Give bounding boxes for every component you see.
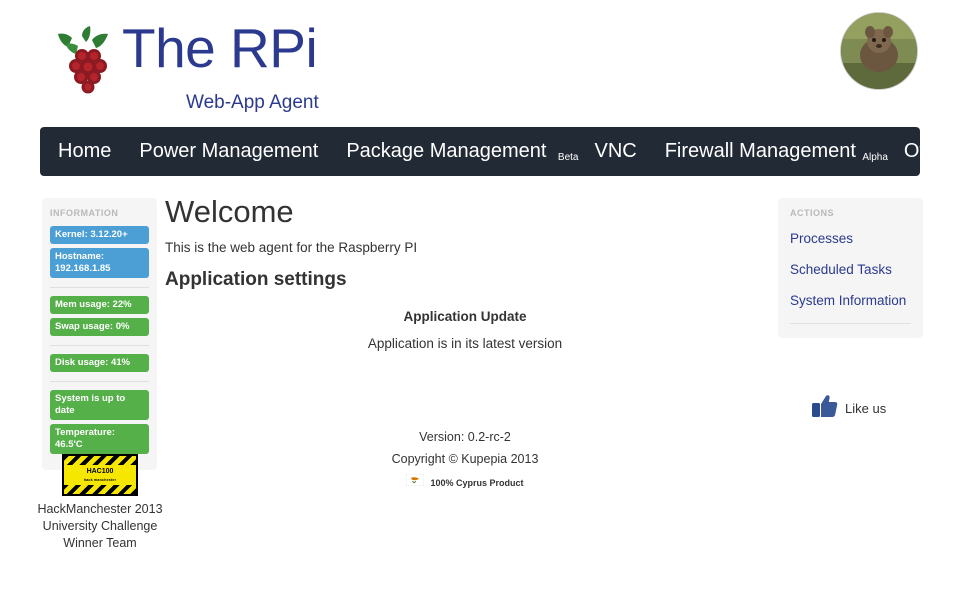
main-navigation (40, 127, 954, 176)
avatar[interactable] (840, 12, 918, 90)
action-link-scheduled-tasks[interactable]: Scheduled Tasks (790, 262, 892, 277)
page-title: Welcome (165, 194, 294, 229)
divider (50, 381, 149, 382)
footer-cyprus (165, 472, 765, 494)
award-badge-text: HAC100 (86, 468, 114, 475)
status-badge-swap-usage: Swap usage: 0% (50, 318, 149, 336)
award-block (30, 454, 170, 552)
nav-item-package-management[interactable] (332, 127, 580, 176)
nav-item-vnc[interactable] (580, 127, 650, 176)
page-footer (165, 426, 765, 494)
sidebar-title: INFORMATION (50, 208, 119, 218)
brand[interactable] (52, 12, 492, 112)
nav-item-other[interactable] (890, 127, 960, 176)
actions-title: ACTIONS (790, 208, 834, 218)
nav-label: Firewall Management (664, 140, 856, 162)
nav-label: Other (903, 140, 954, 162)
footer-copyright: Copyright © Kupepia 2013 (391, 452, 539, 466)
status-badge-system-up-to-date: System is up to date (50, 390, 149, 420)
hackmanchester-badge-icon (62, 454, 138, 496)
nav-label: Power Management (139, 140, 319, 162)
info-sidebar (42, 198, 157, 470)
award-badge-subtext: hack manchester (83, 478, 117, 482)
thumbs-up-icon (812, 394, 838, 423)
nav-label: Package Management (346, 140, 547, 162)
cyprus-flag-icon (406, 472, 424, 494)
status-badge-temperature: Temperature: 46.5'C (50, 424, 149, 454)
status-badge-kernel: Kernel: 3.12.20+ (50, 226, 149, 244)
facebook-like-button[interactable] (812, 394, 886, 423)
nav-badge-alpha: Alpha (862, 152, 888, 163)
page-header (0, 0, 960, 122)
divider (50, 287, 149, 288)
nav-label: VNC (594, 140, 637, 162)
footer-version: Version: 0.2-rc-2 (419, 430, 511, 444)
status-badge-hostname: Hostname: 192.168.1.85 (50, 248, 149, 278)
action-link-processes[interactable]: Processes (790, 231, 854, 246)
nav-item-home[interactable] (44, 127, 125, 176)
application-update-block (165, 309, 765, 351)
cyprus-label: 100% Cyprus Product (430, 478, 524, 488)
brand-subtitle: Web-App Agent (186, 92, 319, 113)
status-badge-mem-usage: Mem usage: 22% (50, 296, 149, 314)
action-link-system-information[interactable]: System Information (790, 293, 907, 308)
nav-label: Home (58, 140, 112, 162)
nav-badge-beta: Beta (557, 152, 579, 163)
application-update-status: Application is in its latest version (367, 336, 563, 351)
brand-title: The RPi (122, 17, 318, 79)
actions-panel (778, 198, 923, 338)
divider (50, 345, 149, 346)
section-title-application-settings: Application settings (165, 269, 347, 290)
nav-item-firewall-management[interactable] (651, 127, 890, 176)
application-update-title: Application Update (403, 309, 527, 324)
nav-item-power-management[interactable] (125, 127, 332, 176)
status-badge-disk-usage: Disk usage: 41% (50, 354, 149, 372)
divider (790, 323, 911, 324)
like-us-label: Like us (845, 401, 887, 416)
user-avatar-icon (841, 13, 917, 89)
award-caption: HackManchester 2013 University Challenge Winner Team (37, 502, 163, 550)
page-lead-text: This is the web agent for the Raspberry PI (165, 240, 418, 255)
raspberry-icon (52, 26, 126, 100)
main-panel (165, 194, 765, 351)
